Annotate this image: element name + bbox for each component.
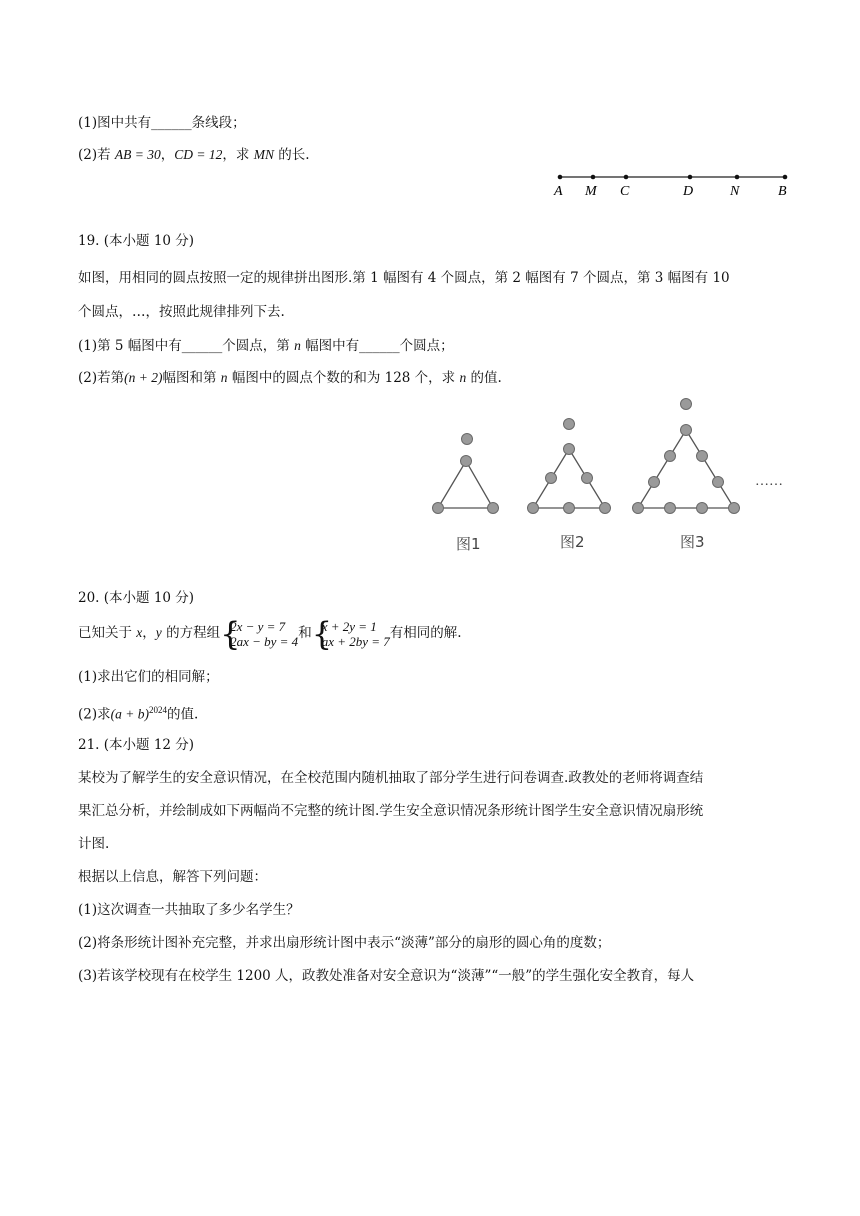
point-a [558,175,563,180]
q21-part2: (2)将条形统计图补充完整，并求出扇形统计图中表示“淡薄”部分的扇形的圆心角的度数； [78,935,611,951]
fig3-dot [681,425,692,436]
label-m: M [585,184,597,199]
q21-part3: (3)若该学校现有在校学生 1200 人，政教处准备对安全意识为“淡薄”“一般”的学生强化安全教育，每人 [78,968,695,984]
q21-lead: 根据以上信息，解答下列问题： [78,869,267,885]
point-c [624,175,629,180]
fig3-dot [681,399,692,410]
q19-part2: (2)若第(n + 2)幅图和第 n 幅图中的圆点个数的和为 128 个，求 n 的值. [78,370,502,386]
fig1-triangle [438,461,493,508]
fig2-triangle [533,449,605,508]
fig1-dot [488,503,499,514]
q19-intro-line2: 个圆点，…，按照此规律排列下去. [78,304,285,320]
dot-pattern-figure [420,390,800,560]
fig2-dot [564,503,575,514]
fig3-dot [713,477,724,488]
q20-part2: (2)求$(a + b)^{2024}$的值. [78,705,199,723]
q21-header: 21. (本小题 12 分) [78,737,195,753]
q18-part2: (2)若 AB = 30，CD = 12，求 MN 的长. [78,147,310,163]
q21-intro-line1: 某校为了解学生的安全意识情况，在全校范围内随机抽取了部分学生进行问卷调查.政教处的老师将调查结 [78,770,704,786]
caption-fig2: 图2 [560,533,585,551]
fig2-dot [528,503,539,514]
q18-part1: (1)图中共有______条线段； [78,115,246,131]
q20-header: 20. (本小题 10 分) [78,590,195,606]
q19-intro-line1: 如图，用相同的圆点按照一定的规律拼出图形.第 1 幅图有 4 个圆点，第 2 幅图有 7 个圆点，第 3 幅图有 10 [78,270,730,286]
point-b [783,175,788,180]
q21-part1: (1)这次调查一共抽取了多少名学生？ [78,902,300,918]
fig1-dot [462,434,473,445]
q20-part1: (1)求出它们的相同解； [78,669,219,685]
fig3-triangle [638,430,734,508]
label-c: C [620,184,630,199]
label-b: B [778,184,787,199]
fig2-dot [582,473,593,484]
fig1-dot [461,456,472,467]
label-a: A [554,184,563,199]
fig3-dot [665,451,676,462]
point-m [591,175,596,180]
fig3-dot [633,503,644,514]
fig2-dot [546,473,557,484]
q19-part1: (1)第 5 幅图中有______个圆点，第 n 幅图中有______个圆点； [78,338,454,354]
fig2-dot [564,444,575,455]
segment-figure [540,168,810,202]
q20-intro: 已知关于 x，y 的方程组 { 2x − y = 7 2ax − by = 4 和 { x + 2y = 1 ax + 2by = 7 有相同的解. [78,614,462,653]
fig3-dot [665,503,676,514]
fig1-dot [433,503,444,514]
point-d [688,175,693,180]
ellipsis: …… [755,474,783,489]
fig3-dot [697,503,708,514]
caption-fig3: 图3 [680,533,705,551]
q21-intro-line3: 计图. [78,836,110,852]
q21-intro-line2: 果汇总分析，并绘制成如下两幅尚不完整的统计图.学生安全意识情况条形统计图学生安全意识情况扇形统 [78,803,704,819]
fig3-dot [649,477,660,488]
q19-header: 19. (本小题 10 分) [78,233,195,249]
fig2-dot [600,503,611,514]
equation-system-1: { 2x − y = 7 2ax − by = 4 [220,614,299,653]
fig3-dot [729,503,740,514]
caption-fig1: 图1 [456,535,481,553]
label-d: D [683,184,694,199]
fig2-dot [564,419,575,430]
equation-system-2: { x + 2y = 1 ax + 2by = 7 [311,614,390,653]
fig3-dot [697,451,708,462]
point-n [735,175,740,180]
label-n: N [730,184,740,199]
